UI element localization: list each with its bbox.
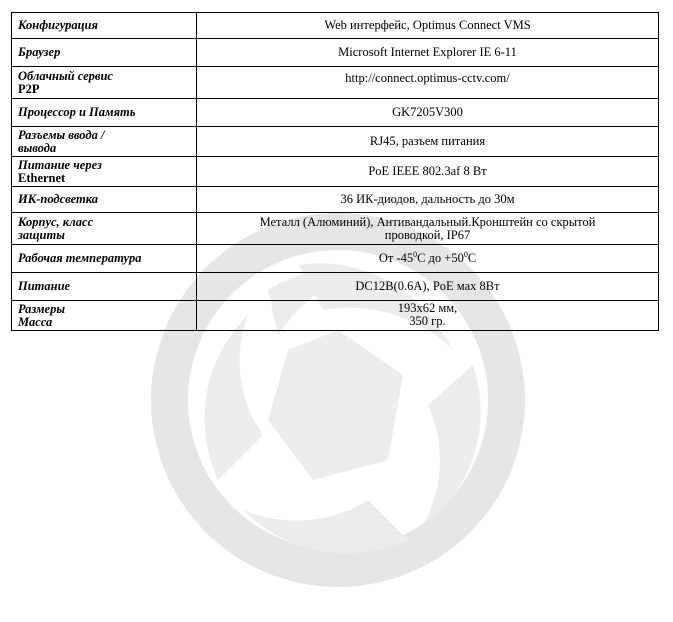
table-row	[12, 67, 659, 99]
row-value: Microsoft Internet Explorer IE 6-11	[197, 39, 659, 67]
row-value: DC12В(0.6А), PoE мах 8Вт	[197, 273, 659, 301]
table-row	[12, 13, 659, 39]
degree-sup: 0	[413, 249, 418, 259]
row-value	[197, 301, 659, 331]
table-row	[12, 301, 659, 331]
table-row	[12, 273, 659, 301]
table-row	[12, 127, 659, 157]
row-label: Питание	[12, 273, 197, 301]
row-label: Рабочая температура	[12, 245, 197, 273]
row-label	[12, 127, 197, 157]
table-row	[12, 245, 659, 273]
spec-table	[11, 12, 659, 331]
row-value: 36 ИК-диодов, дальность до 30м	[197, 187, 659, 213]
row-value-line: 350 гр.	[409, 314, 446, 328]
row-label-line: Облачный сервис	[18, 68, 113, 83]
temp-mid: C до +50	[417, 251, 464, 265]
row-label-line: Разъемы ввода /	[18, 127, 105, 142]
row-value-line: проводкой, IP67	[384, 227, 471, 242]
row-label-line: вывода	[18, 140, 57, 155]
row-label	[12, 213, 197, 245]
row-label-line: Ethernet	[18, 170, 66, 185]
row-label	[12, 67, 197, 99]
table-row	[12, 39, 659, 67]
row-value: PoE IEEE 802.3af 8 Вт	[197, 157, 659, 187]
row-value	[197, 245, 659, 273]
row-label-line: Размеры	[18, 301, 66, 316]
row-label-line: Масса	[18, 314, 53, 329]
row-value-line: Металл (Алюминий), Антивандальный.Кронштейн со скрытой	[259, 214, 596, 229]
row-value: Web интерфейс, Optimus Connect VMS	[197, 13, 659, 39]
temp-unit: C	[467, 251, 477, 265]
row-label: ИК-подсветка	[12, 187, 197, 213]
row-label: Конфигурация	[12, 13, 197, 39]
row-value: GK7205V300	[197, 99, 659, 127]
row-label: Процессор и Память	[12, 99, 197, 127]
row-value	[197, 213, 659, 245]
row-label	[12, 301, 197, 331]
row-label-line: Корпус, класс	[18, 214, 94, 229]
temp-from: От -45	[378, 251, 414, 265]
table-row	[12, 213, 659, 245]
row-label-line: Питание через	[18, 157, 102, 172]
row-label-line: защиты	[18, 227, 65, 242]
table-row	[12, 157, 659, 187]
row-label	[12, 157, 197, 187]
row-value: http://connect.optimus-cctv.com/	[197, 67, 659, 99]
row-label: Браузер	[12, 39, 197, 67]
row-label-line: P2P	[18, 81, 40, 96]
table-row	[12, 187, 659, 213]
table-row	[12, 99, 659, 127]
degree-sup: 0	[463, 249, 468, 259]
row-value: RJ45, разъем питания	[197, 127, 659, 157]
row-value-line: 193х62 мм,	[397, 301, 458, 315]
